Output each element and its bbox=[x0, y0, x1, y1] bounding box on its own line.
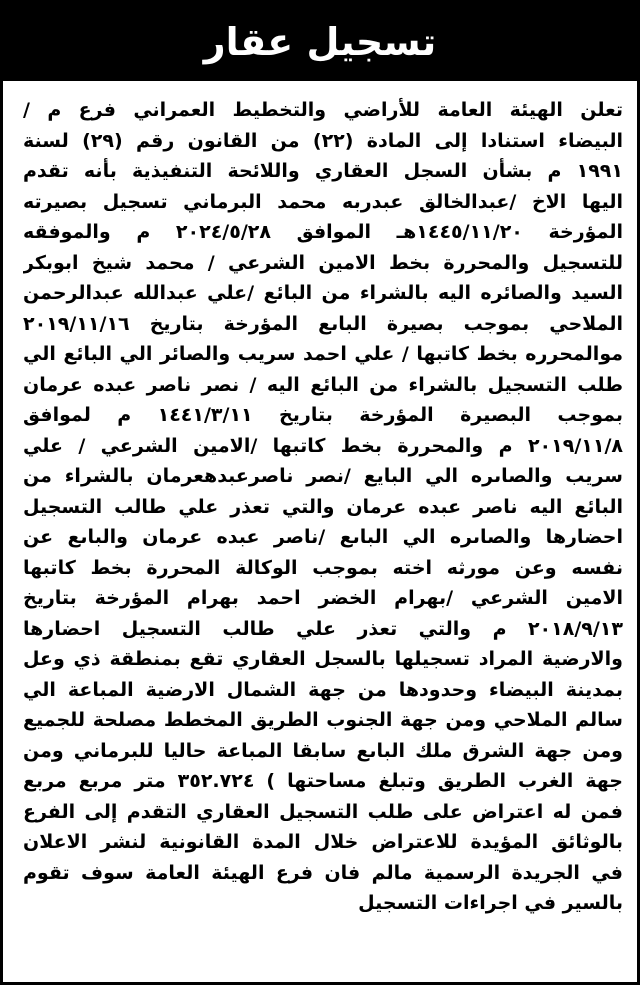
notice-line: تعلن الهيئة العامة للأراضي والتخطيط العمراني فرع م / bbox=[23, 99, 623, 121]
notice-line: ومن جهة الشرق ملك الباىع سابقا المباعة حاليا للبرماني ومن bbox=[23, 739, 623, 762]
notice-line: موالمحرره بخط كاتبها / علي احمد سريب والصائر الي البائع الي bbox=[23, 343, 623, 365]
notice-line: والارضية المراد تسجيلها بالسجل العقاري تقع بمنطقة ذي وعل bbox=[23, 648, 623, 670]
notice-header bbox=[3, 3, 637, 81]
notice-line-last: بالسير في اجراءات التسجيل bbox=[358, 892, 623, 914]
notice-line: اليها الاخ /عبدالخالق عبدربه محمد البرماني تسجيل بصيرته bbox=[23, 190, 623, 213]
notice-line: جهة الغرب الطريق وتبلغ مساحتها ) ٣٥٢.٧٢٤ متر مربع مربع bbox=[23, 770, 623, 792]
notice-line: ٢٠١٩/١١/٨ م والمحررة بخط كاتبها /الامين الشرعي / علي bbox=[23, 434, 623, 457]
notice-line: المؤرخة ١٤٤٥/١١/٢٠هـ الموافق ٢٠٢٤/٥/٢٨ م والموفقه bbox=[23, 221, 623, 243]
notice-line: للتسجيل والمحررة بخط الامين الشرعي / محمد شيخ ابوبكر bbox=[23, 251, 623, 274]
notice-line: سالم الملاحي ومن جهة الجنوب الطريق المخطط مصلحة للجميع bbox=[23, 709, 623, 731]
notice-line: بالوثائق المؤيدة للاعتراض خلال المدة القانونية لنشر الاعلان bbox=[23, 831, 623, 853]
notice-line: سريب والصاىره الي البايع /نصر ناصرعبدهعرمان بالشراء من bbox=[23, 465, 623, 487]
notice-line: احضارها والصاىره الي الباىع /ناصر عبده عرمان والباىع عن bbox=[23, 526, 623, 548]
notice-line: ١٩٩١ م بشأن السجل العقاري واللائحة التنفيذية بأنه تقدم bbox=[23, 160, 623, 182]
notice-line: في الجريدة الرسمية مالم فان فرع الهيئة العامة سوف تقوم bbox=[23, 861, 623, 884]
notice-line: نفسه وعن مورثه اخته بموجب الوكالة المحررة بخط كاتبها bbox=[23, 556, 623, 579]
notice-line: السيد والصائره اليه بالشراء من البائع /علي عبدالله عبدالرحمن bbox=[23, 282, 623, 304]
notice-line: ٢٠١٨/٩/١٣ م والتي تعذر علي طالب التسجيل احضارها bbox=[23, 617, 623, 640]
notice-line: بموجب البصيرة المؤرخة بتاريخ ١٤٤١/٣/١١ م لموافق bbox=[23, 404, 623, 426]
notice-line: طلب التسجيل بالشراء من البائع اليه / نصر ناصر عبده عرمان bbox=[23, 373, 623, 396]
notice-line: الملاحي بموجب بصيرة الباىع المؤرخة بتاريخ ٢٠١٩/١١/١٦ bbox=[23, 312, 623, 335]
notice-line: الامين الشرعي /بهرام الخضر احمد بهرام المؤرخة بتاريخ bbox=[23, 587, 623, 609]
notice-line: البيضاء استنادا إلى المادة (٢٢) من القانون رقم (٢٩) لسنة bbox=[23, 129, 623, 152]
notice-line: البائع اليه ناصر عبده عرمان والتي تعذر علي طالب التسجيل bbox=[23, 495, 623, 518]
notice-title: تسجيل عقار bbox=[203, 20, 437, 64]
notice-line: فمن له اعتراض على طلب التسجيل العقاري التقدم إلى الفرع bbox=[23, 800, 623, 823]
notice-body bbox=[23, 95, 623, 980]
notice-line: بمدينة البيضاء وحدودها من جهة الشمال الارضية المباعة الي bbox=[23, 678, 623, 701]
